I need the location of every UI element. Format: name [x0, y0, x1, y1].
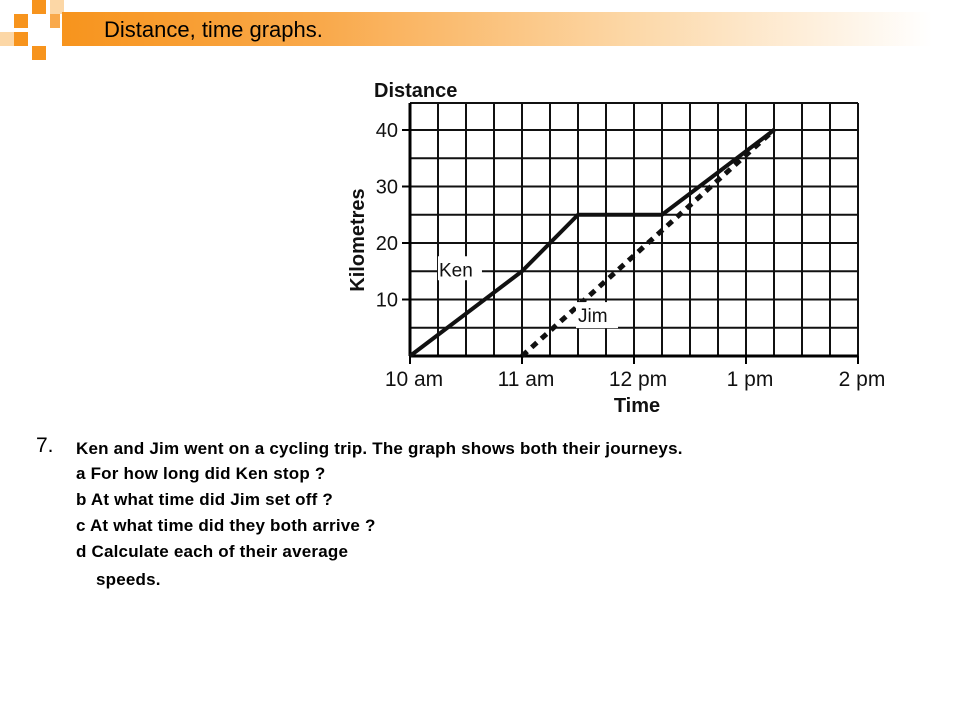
question-number: 7.	[36, 434, 54, 457]
y-axis-label: Kilometres	[347, 188, 369, 292]
x-axis-label: Time	[613, 395, 661, 417]
chart-title: Distance	[374, 80, 458, 102]
x-tick-label: 1 pm	[726, 368, 774, 391]
series-label-jim: Jim	[578, 306, 608, 328]
question-part-d: d Calculate each of their average	[76, 542, 349, 561]
y-tick-label: 20	[375, 233, 398, 255]
question-intro: Ken and Jim went on a cycling trip. The graph shows both their journeys.	[76, 439, 683, 458]
question-part-a: a For how long did Ken stop ?	[76, 464, 326, 483]
question-part-b: b At what time did Jim set off ?	[76, 490, 334, 509]
x-tick-label: 12 pm	[608, 368, 668, 391]
y-tick-label: 40	[375, 120, 398, 142]
series-label-ken: Ken	[438, 260, 473, 282]
slide-title: Distance, time graphs.	[104, 17, 323, 42]
y-tick-label: 30	[375, 176, 398, 199]
question-part-d-continued: speeds.	[96, 570, 161, 589]
x-tick-label: 10 am	[384, 368, 444, 391]
x-tick-label: 11 am	[497, 368, 555, 391]
question-part-c: c At what time did they both arrive ?	[76, 516, 376, 535]
chart-axes	[402, 103, 858, 364]
y-tick-label: 10	[375, 289, 398, 312]
x-tick-label: 2 pm	[838, 368, 886, 391]
chart-grid	[410, 103, 858, 356]
